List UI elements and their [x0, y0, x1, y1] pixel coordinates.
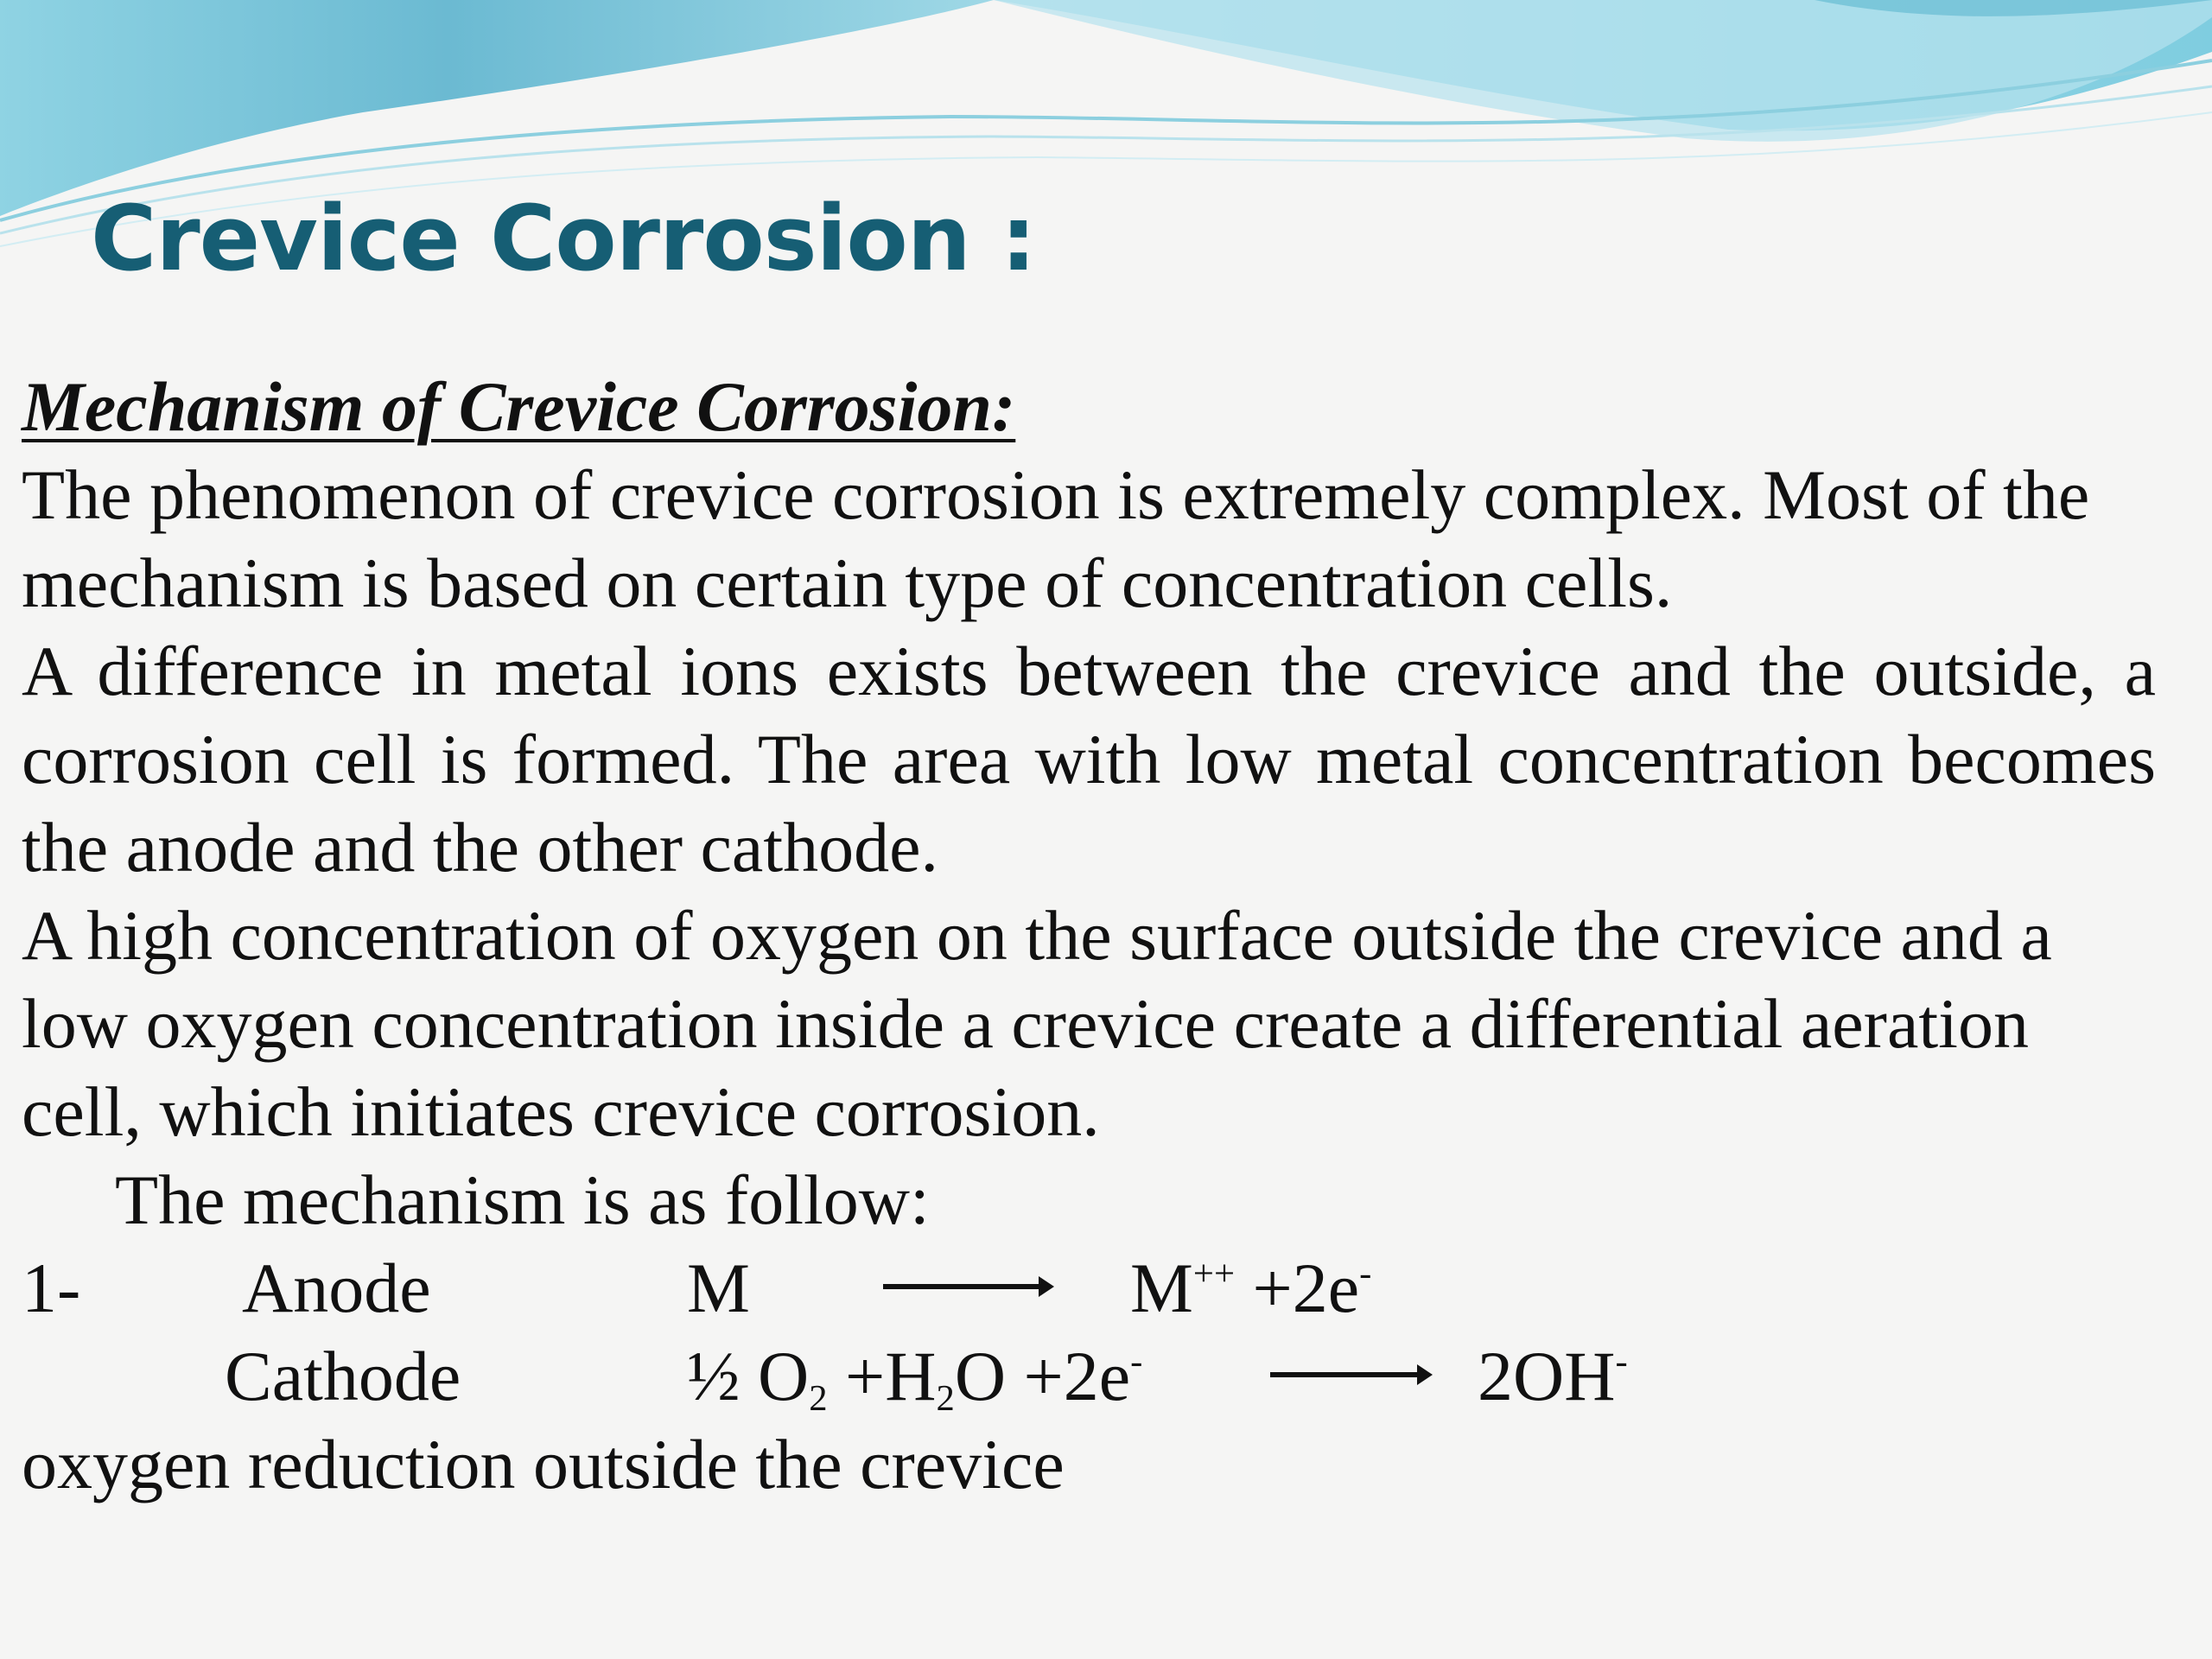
anode-label: Anode: [242, 1249, 431, 1327]
slide-title: Crevice Corrosion :: [91, 186, 1036, 291]
anode-equation: [22, 1244, 2156, 1332]
cathode-equation: [22, 1332, 2156, 1421]
paragraph-metal-ions: A difference in metal ions exists between the crevice and the outside, a corrosion cell is formed. The area with low metal concentration becomes the anode and the other cathode.: [22, 632, 2156, 887]
cathode-label: Cathode: [225, 1337, 461, 1415]
closing-note: oxygen reduction outside the crevice: [22, 1425, 1065, 1503]
reaction-arrow-icon: [1270, 1372, 1427, 1377]
reaction-arrow-icon: [883, 1284, 1049, 1289]
paragraph-oxygen: A high concentration of oxygen on the surface outside the crevice and a low oxygen concentration inside a crevice create a differential aeration cell, which initiates crevice corrosion.: [22, 896, 2052, 1151]
cathode-product: 2OH-: [1478, 1337, 1628, 1415]
slide-content: [22, 363, 2156, 1509]
anode-product: M++ +2e-: [1130, 1249, 1372, 1327]
paragraph-intro: The phenomenon of crevice corrosion is extremely complex. Most of the mechanism is based on certain type of concentration cells.: [22, 455, 2090, 622]
section-subheading: Mechanism of Crevice Corrosion:: [22, 367, 1016, 446]
anode-reactant: M: [687, 1249, 750, 1327]
step-number: 1-: [22, 1249, 81, 1327]
cathode-reactants: ½ $O_2 +H_2O +2e^-$: [687, 1337, 1143, 1419]
mechanism-intro: The mechanism is as follow:: [115, 1160, 930, 1239]
